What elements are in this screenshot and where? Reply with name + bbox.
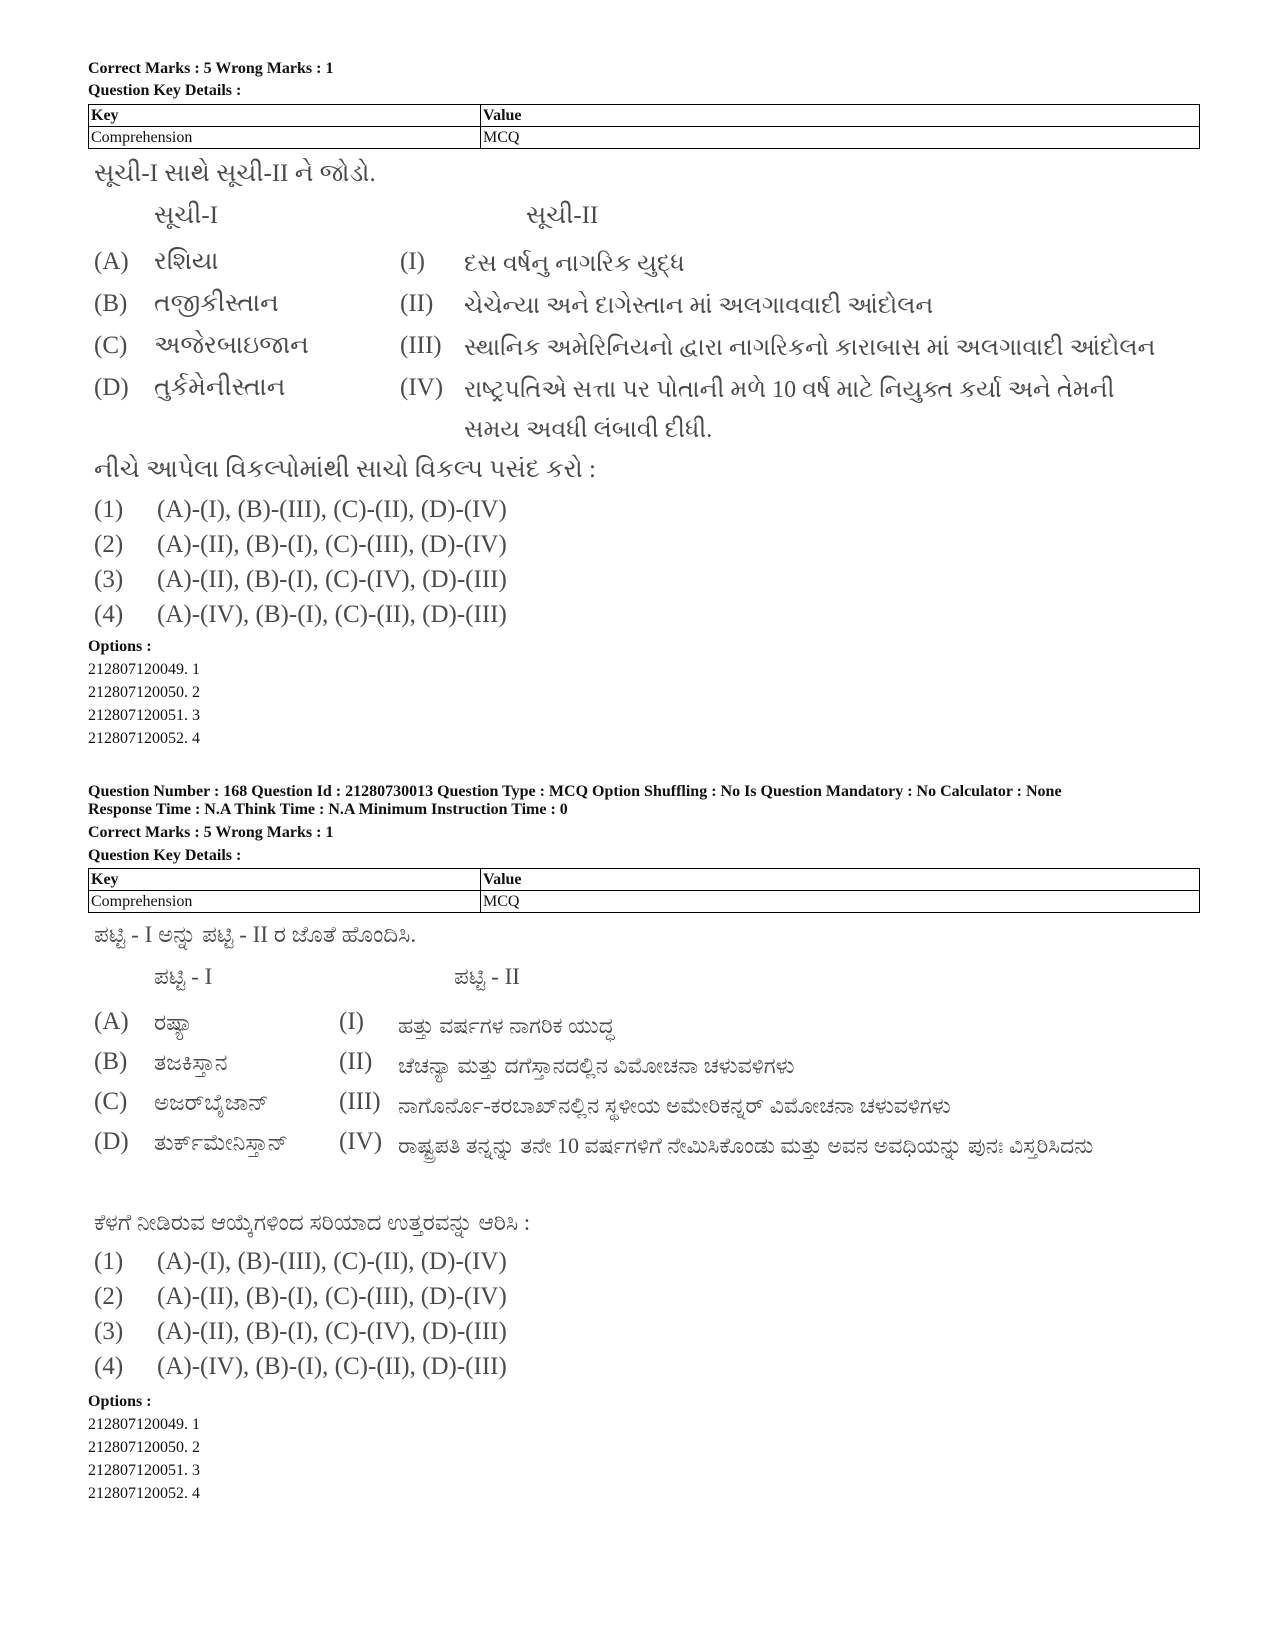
- key-value-table: [88, 868, 1200, 913]
- row-label: (A): [94, 248, 129, 275]
- list-2-item: ಹತ್ತು ವರ್ಷಗಳ ನಾಗರಿಕ ಯುದ್ಧ: [398, 1013, 615, 1038]
- list-1-item: તજીકીસ્તાન: [154, 290, 279, 317]
- value-header: Value: [481, 105, 1200, 127]
- roman-label: (I): [400, 248, 425, 275]
- list-2-item: ನಾಗೊರ್ನೊ-ಕರಬಾಖ್‌ನಲ್ಲಿನ ಸ್ಥಳೀಯ ಅಮೇರಿಕನ್ನರ್ ವಿಮೋಚನಾ ಚಳುವಳಿಗಳು: [398, 1093, 951, 1118]
- list-2-item: દસ વર્ષનુ નાગરિક યુદ્ધ: [464, 251, 685, 277]
- list-1-item: ರಷ್ಯಾ: [154, 1010, 194, 1035]
- question-meta-line-1: Question Number : 168 Question Id : 21280730013 Question Type : MCQ Option Shuffling : No Is Question Mandatory : No Calculator : None: [88, 783, 1062, 800]
- value-cell: MCQ: [481, 127, 1200, 149]
- answer-option-text: (A)-(I), (B)-(III), (C)-(II), (D)-(IV): [157, 1248, 507, 1275]
- row-label: (B): [94, 1048, 128, 1075]
- option-id: 212807120050. 2: [88, 684, 200, 701]
- roman-label: (II): [400, 290, 434, 317]
- list-1-item: ಅಜರ್‌ಬೈಜಾನ್: [154, 1090, 269, 1115]
- roman-label: (IV): [400, 374, 444, 401]
- marks-line: Correct Marks : 5 Wrong Marks : 1: [88, 60, 334, 77]
- list-1-item: ತಜಕಿಸ್ತಾನ: [154, 1050, 228, 1075]
- key-cell: Comprehension: [89, 891, 481, 913]
- answer-option-text: (A)-(I), (B)-(III), (C)-(II), (D)-(IV): [157, 496, 507, 523]
- list-1-item: રશિયા: [154, 248, 219, 275]
- roman-label: (I): [339, 1008, 364, 1035]
- question-instruction: સૂચી-I સાથે સૂચી-II ને જોડો.: [94, 160, 376, 187]
- options-label: Options :: [88, 638, 152, 655]
- list-2-item: રાષ્ટ્રપતિએ સત્તા પર પોતાની મળે 10 વર્ષ માટે નિયુક્ત કર્યા અને તેમની સમય અવધી લંબાવી દીધી.: [464, 377, 1115, 443]
- key-header: Key: [89, 105, 481, 127]
- list-1-heading: ಪಟ್ಟಿ - I: [154, 964, 213, 989]
- answer-option-text: (A)-(II), (B)-(I), (C)-(IV), (D)-(III): [157, 1318, 507, 1345]
- roman-label: (IV): [339, 1128, 383, 1155]
- option-id: 212807120051. 3: [88, 707, 200, 724]
- answer-option-text: (A)-(II), (B)-(I), (C)-(III), (D)-(IV): [157, 1283, 507, 1310]
- option-id: 212807120052. 4: [88, 1485, 200, 1502]
- key-value-table: [88, 104, 1200, 149]
- marks-line: Correct Marks : 5 Wrong Marks : 1: [88, 824, 334, 841]
- answer-option-text: (A)-(II), (B)-(I), (C)-(III), (D)-(IV): [157, 531, 507, 558]
- key-cell: Comprehension: [89, 127, 481, 149]
- list-1-item: અજેરબાઇજાન: [154, 332, 309, 359]
- key-details-label: Question Key Details :: [88, 847, 242, 864]
- answer-option-number: (2): [94, 531, 124, 558]
- option-id: 212807120052. 4: [88, 730, 200, 747]
- answer-option-number: (4): [94, 1353, 124, 1380]
- row-label: (D): [94, 1128, 129, 1155]
- key-header: Key: [89, 869, 481, 891]
- answer-option-number: (1): [94, 1248, 124, 1275]
- option-id: 212807120051. 3: [88, 1462, 200, 1479]
- list-1-heading: સૂચી-I: [154, 202, 219, 229]
- list-2-heading: સૂચી-II: [526, 202, 599, 229]
- question-instruction: ಪಟ್ಟಿ - I ಅನ್ನು ಪಟ್ಟಿ - II ರ ಜೊತೆ ಹೊಂದಿಸಿ.: [94, 922, 417, 947]
- answer-option-number: (4): [94, 601, 124, 628]
- row-label: (D): [94, 374, 129, 401]
- row-label: (A): [94, 1008, 129, 1035]
- value-header: Value: [481, 869, 1200, 891]
- list-2-heading: ಪಟ್ಟಿ - II: [454, 964, 520, 989]
- answer-option-number: (2): [94, 1283, 124, 1310]
- roman-label: (III): [339, 1088, 381, 1115]
- list-2-item: ಚೆಚನ್ಯಾ ಮತ್ತು ದಗೆಸ್ತಾನದಲ್ಲಿನ ವಿಮೋಚನಾ ಚಳುವಳಿಗಳು: [398, 1053, 795, 1078]
- answer-option-number: (3): [94, 566, 124, 593]
- list-2-item: ચેચેન્યા અને દાગેસ્તાન માં અલગાવવાદી આંદોલન: [464, 293, 934, 319]
- list-1-item: તુર્કમેનીસ્તાન: [154, 374, 286, 401]
- question-body-gujarati: [84, 160, 1214, 630]
- choose-instruction: નીચે આપેલા વિકલ્પોમાંથી સાચો વિકલ્પ પસંદ કરો :: [94, 456, 596, 483]
- option-id: 212807120049. 1: [88, 661, 200, 678]
- option-id: 212807120049. 1: [88, 1416, 200, 1433]
- answer-option-number: (1): [94, 496, 124, 523]
- options-label: Options :: [88, 1393, 152, 1410]
- key-details-label: Question Key Details :: [88, 82, 242, 99]
- list-2-item: સ્થાનિક અમેરિનિયનો દ્વારા નાગરિકનો કારાબાસ માં અલગાવાદી આંદોલન: [464, 335, 1156, 361]
- roman-label: (III): [400, 332, 442, 359]
- question-body-kannada: [84, 922, 1214, 1387]
- row-label: (B): [94, 290, 128, 317]
- question-meta-line-2: Response Time : N.A Think Time : N.A Minimum Instruction Time : 0: [88, 801, 568, 818]
- answer-option-number: (3): [94, 1318, 124, 1345]
- choose-instruction: ಕೆಳಗೆ ನೀಡಿರುವ ಆಯ್ಕೆಗಳಿಂದ ಸರಿಯಾದ ಉತ್ತರವನ್ನು ಆರಿಸಿ :: [94, 1210, 531, 1235]
- answer-option-text: (A)-(IV), (B)-(I), (C)-(II), (D)-(III): [157, 1353, 507, 1380]
- row-label: (C): [94, 1088, 128, 1115]
- answer-option-text: (A)-(II), (B)-(I), (C)-(IV), (D)-(III): [157, 566, 507, 593]
- answer-option-text: (A)-(IV), (B)-(I), (C)-(II), (D)-(III): [157, 601, 507, 628]
- option-id: 212807120050. 2: [88, 1439, 200, 1456]
- value-cell: MCQ: [481, 891, 1200, 913]
- roman-label: (II): [339, 1048, 373, 1075]
- row-label: (C): [94, 332, 128, 359]
- list-2-item: ರಾಷ್ಟ್ರಪತಿ ತನ್ನನ್ನು ತನೇ 10 ವರ್ಷಗಳಿಗೆ ನೇಮಿಸಿಕೊಂಡು ಮತ್ತು ಅವನ ಅವಧಿಯನ್ನು ಪುನಃ ವಿಸ್ತರಿಸಿದನು: [398, 1133, 1094, 1158]
- list-1-item: ತುರ್ಕ್‌ಮೇನಿಸ್ತಾನ್: [154, 1130, 288, 1155]
